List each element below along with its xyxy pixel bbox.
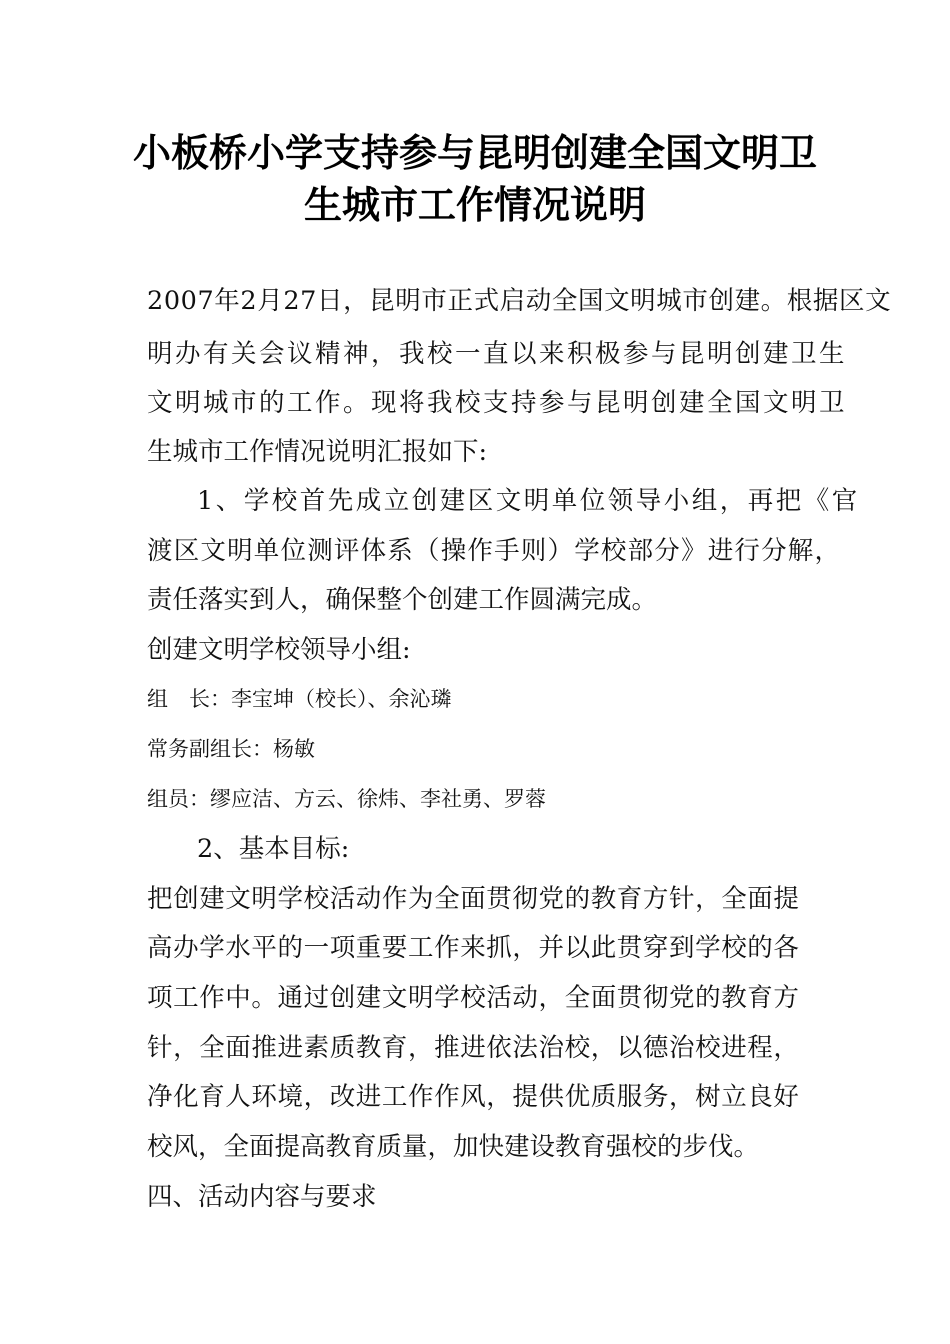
section-1-line-1: 1、学校首先成立创建区文明单位领导小组，再把《官 — [197, 486, 860, 516]
section-2-line-1: 把创建文明学校活动作为全面贯彻党的教育方针，全面提 — [147, 884, 800, 914]
group-leader-line: 组 长：李宝坤（校长）、余沁璘 — [147, 687, 452, 711]
group-members-line: 组员：缪应洁、方云、徐炜、李社勇、罗蓉 — [147, 787, 546, 811]
body-line-3: 文明城市的工作。现将我校支持参与昆明创建全国文明卫 — [147, 388, 848, 418]
document-title-line-2: 生城市工作情况说明 — [303, 182, 646, 227]
body-line-4: 生城市工作情况说明汇报如下: — [147, 437, 488, 467]
section-2-line-3: 项工作中。通过创建文明学校活动，全面贯彻党的教育方 — [147, 983, 800, 1013]
section-2-line-5: 净化育人环境，改进工作作风，提供优质服务，树立良好 — [147, 1082, 800, 1112]
body-line-2: 明办有关会议精神，我校一直以来积极参与昆明创建卫生 — [147, 339, 848, 369]
section-1-line-2: 渡区文明单位测评体系（操作手则）学校部分》进行分解， — [147, 536, 842, 566]
body-line-1: 2007年2月27日，昆明市正式启动全国文明城市创建。根据区文 — [147, 286, 892, 316]
section-4-heading: 四、活动内容与要求 — [147, 1182, 377, 1212]
document-title-line-1: 小板桥小学支持参与昆明创建全国文明卫 — [132, 130, 817, 175]
section-2-line-2: 高办学水平的一项重要工作来抓，并以此贯穿到学校的各 — [147, 933, 800, 963]
section-2-line-6: 校风，全面提高教育质量，加快建设教育强校的步伐。 — [147, 1132, 760, 1162]
section-1-line-3: 责任落实到人，确保整个创建工作圆满完成。 — [147, 585, 658, 615]
section-2-heading: 2、基本目标: — [197, 834, 350, 864]
deputy-leader-line: 常务副组长：杨敏 — [147, 737, 315, 761]
leadership-group-heading: 创建文明学校领导小组: — [147, 635, 411, 665]
section-2-line-4: 针，全面推进素质教育，推进依法治校，以德治校进程， — [147, 1033, 800, 1063]
